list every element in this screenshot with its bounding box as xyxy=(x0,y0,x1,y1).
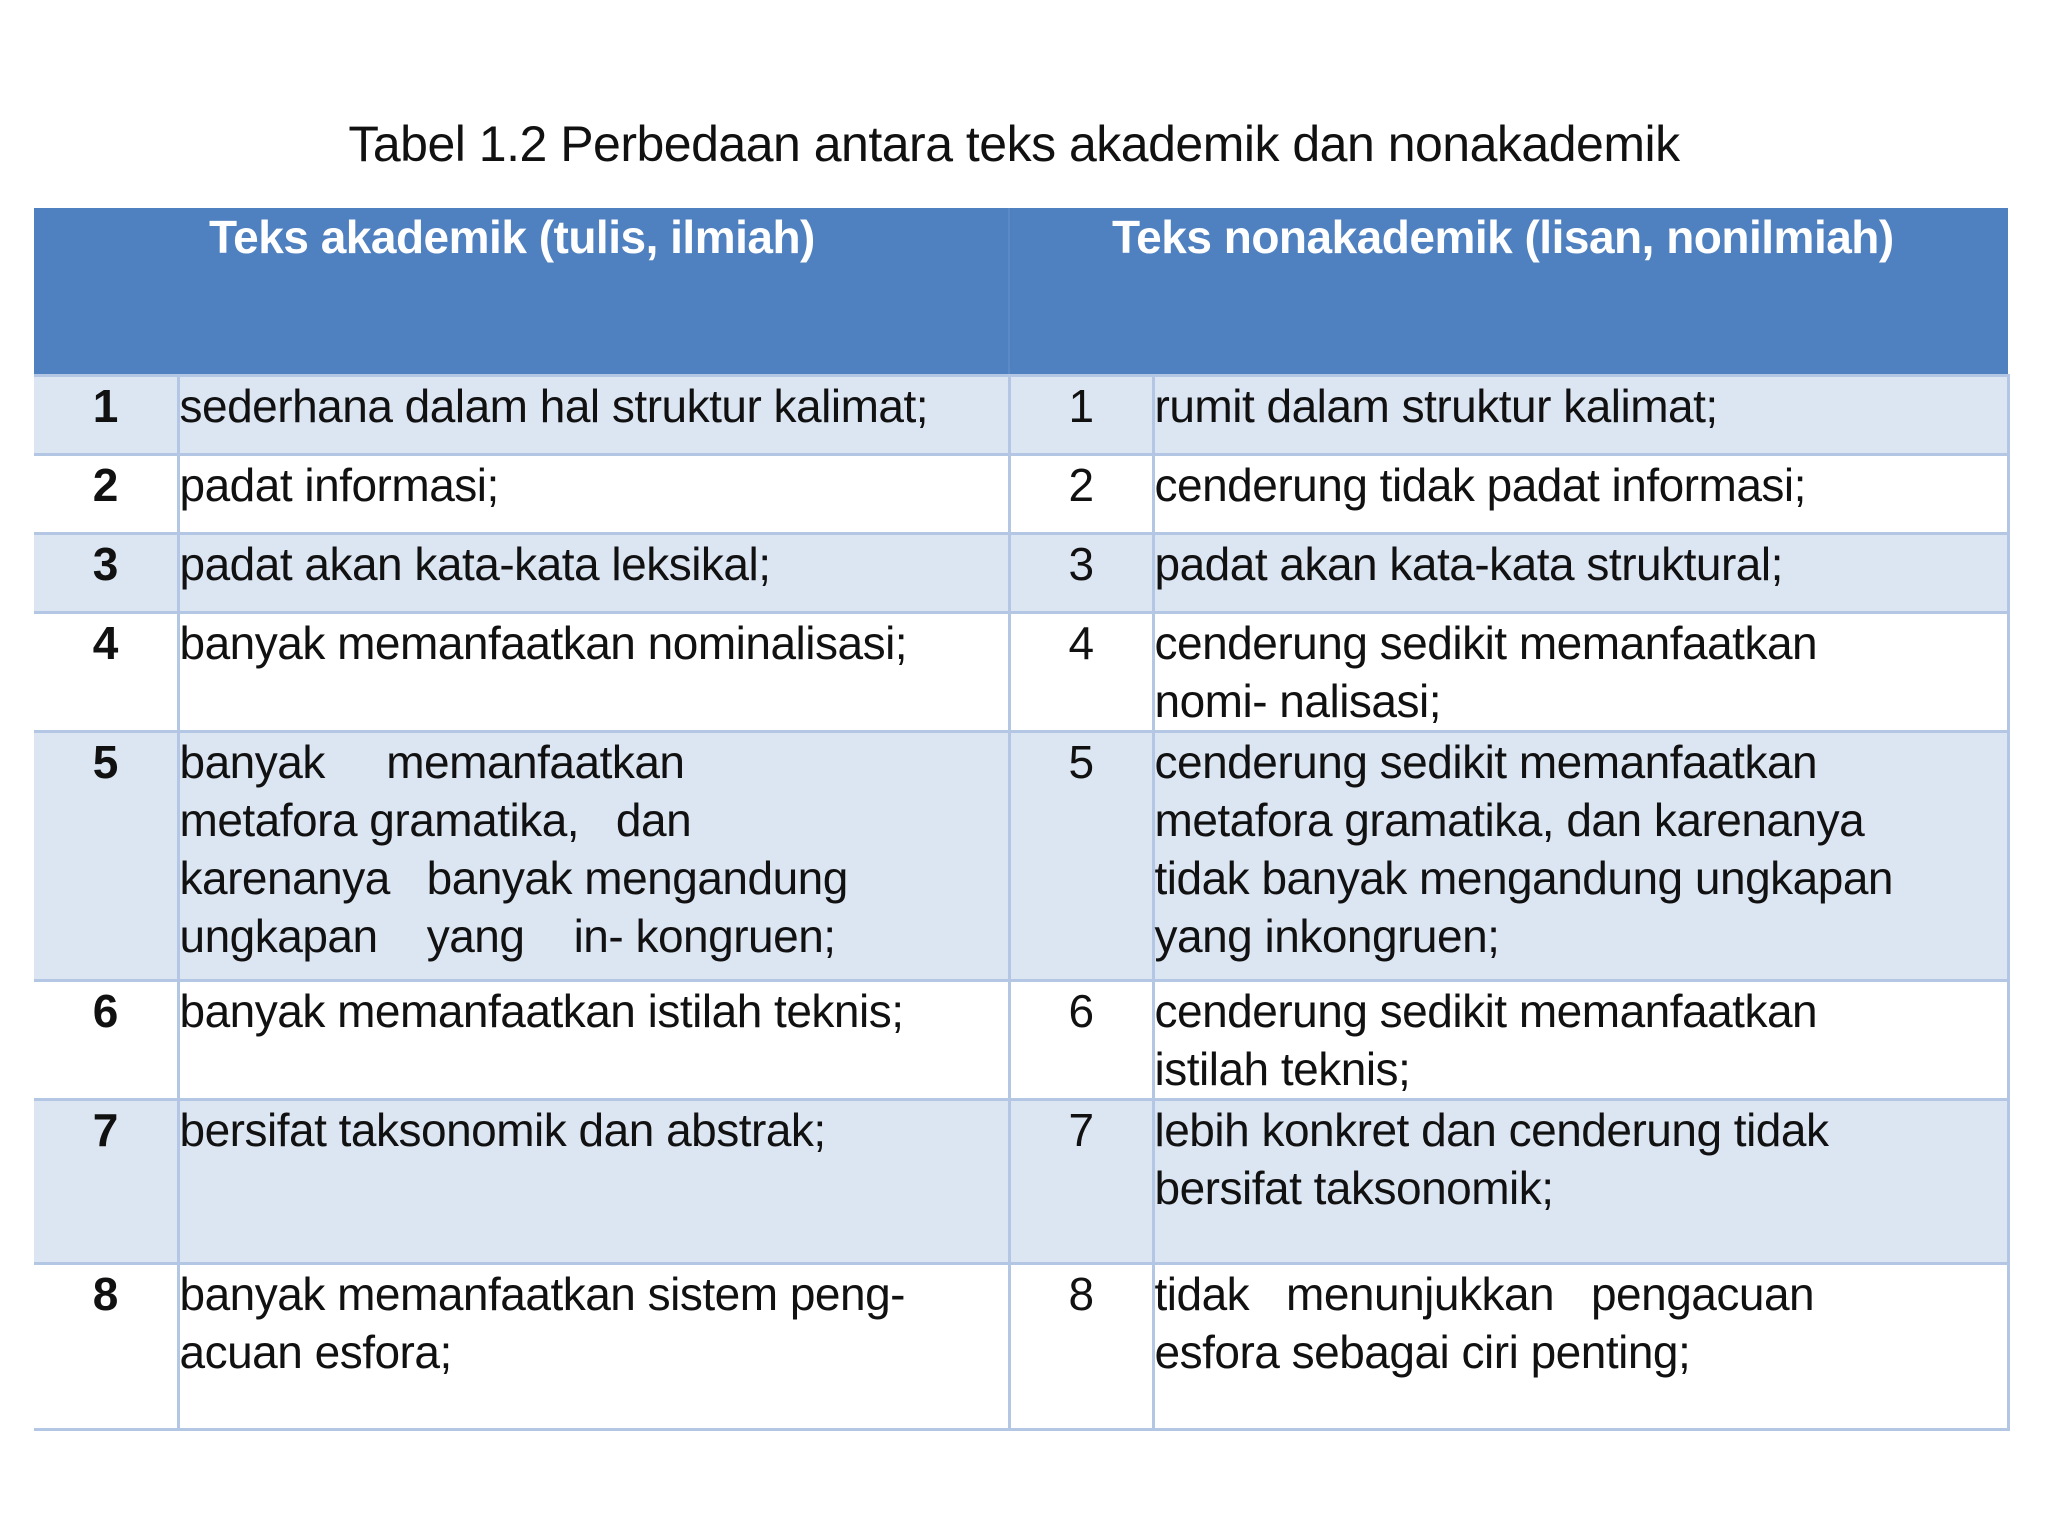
header-academic: Teks akademik (tulis, ilmiah) xyxy=(34,208,1009,376)
academic-cell xyxy=(178,981,1009,1100)
nonacademic-cell xyxy=(1153,455,2008,534)
academic-cell xyxy=(178,1100,1009,1264)
cell-line: esfora sebagai ciri penting; xyxy=(1154,1326,1691,1378)
row-number-nonacademic: 5 xyxy=(1009,732,1153,981)
academic-cell xyxy=(178,534,1009,613)
table-row xyxy=(34,613,2008,732)
cell-line: nomi- nalisasi; xyxy=(1154,675,1441,727)
table-row xyxy=(34,376,2008,455)
header-nonacademic: Teks nonakademik (lisan, nonilmiah) xyxy=(1009,208,2008,376)
table-row xyxy=(34,1100,2008,1264)
nonacademic-cell xyxy=(1153,732,2008,981)
table-row xyxy=(34,981,2008,1100)
nonacademic-cell xyxy=(1153,376,2008,455)
cell-line: bersifat taksonomik; xyxy=(1154,1162,1554,1214)
row-number-nonacademic: 3 xyxy=(1009,534,1153,613)
cell-line: acuan esfora; xyxy=(179,1326,452,1378)
cell-line: padat akan kata-kata struktural; xyxy=(1154,538,1783,590)
cell-line: cenderung sedikit memanfaatkan xyxy=(1154,985,1818,1037)
cell-line: banyak memanfaatkan sistem peng- xyxy=(179,1268,906,1320)
row-number-nonacademic: 4 xyxy=(1009,613,1153,732)
row-number-academic: 1 xyxy=(34,376,178,455)
row-number-nonacademic: 7 xyxy=(1009,1100,1153,1264)
academic-cell xyxy=(178,732,1009,981)
cell-line: metafora gramatika, dan xyxy=(179,794,692,846)
row-number-academic: 7 xyxy=(34,1100,178,1264)
table-caption: Tabel 1.2 Perbedaan antara teks akademik dan nonakademik xyxy=(348,116,1680,172)
cell-line: lebih konkret dan cenderung tidak xyxy=(1154,1104,1829,1156)
row-number-nonacademic: 8 xyxy=(1009,1264,1153,1430)
cell-line: yang inkongruen; xyxy=(1154,910,1500,962)
cell-line: banyak memanfaatkan xyxy=(179,736,685,788)
table-row xyxy=(34,455,2008,534)
academic-cell xyxy=(178,613,1009,732)
cell-line: cenderung tidak padat informasi; xyxy=(1154,459,1806,511)
cell-line: padat informasi; xyxy=(179,459,499,511)
row-number-academic: 8 xyxy=(34,1264,178,1430)
row-number-academic: 4 xyxy=(34,613,178,732)
table-row xyxy=(34,732,2008,981)
table-row xyxy=(34,534,2008,613)
cell-line: cenderung sedikit memanfaatkan xyxy=(1154,617,1818,669)
academic-cell xyxy=(178,376,1009,455)
nonacademic-cell xyxy=(1153,534,2008,613)
row-number-academic: 6 xyxy=(34,981,178,1100)
nonacademic-cell xyxy=(1153,613,2008,732)
row-number-academic: 2 xyxy=(34,455,178,534)
cell-line: banyak memanfaatkan istilah teknis; xyxy=(179,985,904,1037)
row-number-academic: 5 xyxy=(34,732,178,981)
row-number-academic: 3 xyxy=(34,534,178,613)
row-number-nonacademic: 2 xyxy=(1009,455,1153,534)
cell-line: ungkapan yang in- kongruen; xyxy=(179,910,836,962)
cell-line: metafora gramatika, dan karenanya xyxy=(1154,794,1865,846)
nonacademic-cell xyxy=(1153,1264,2008,1430)
academic-cell xyxy=(178,455,1009,534)
nonacademic-cell xyxy=(1153,1100,2008,1264)
cell-line: cenderung sedikit memanfaatkan xyxy=(1154,736,1818,788)
nonacademic-cell xyxy=(1153,981,2008,1100)
cell-line: banyak memanfaatkan nominalisasi; xyxy=(179,617,908,669)
table-header-row xyxy=(34,208,2008,376)
cell-line: istilah teknis; xyxy=(1154,1043,1411,1095)
cell-line: tidak banyak mengandung ungkapan xyxy=(1154,852,1893,904)
table-row xyxy=(34,1264,2008,1430)
academic-cell xyxy=(178,1264,1009,1430)
cell-line: bersifat taksonomik dan abstrak; xyxy=(179,1104,826,1156)
cell-line: padat akan kata-kata leksikal; xyxy=(179,538,771,590)
row-number-nonacademic: 6 xyxy=(1009,981,1153,1100)
row-number-nonacademic: 1 xyxy=(1009,376,1153,455)
cell-line: sederhana dalam hal struktur kalimat; xyxy=(179,380,929,432)
cell-line: tidak menunjukkan pengacuan xyxy=(1154,1268,1815,1320)
cell-line: rumit dalam struktur kalimat; xyxy=(1154,380,1718,432)
cell-line: karenanya banyak mengandung xyxy=(179,852,848,904)
comparison-table xyxy=(34,208,2010,1431)
